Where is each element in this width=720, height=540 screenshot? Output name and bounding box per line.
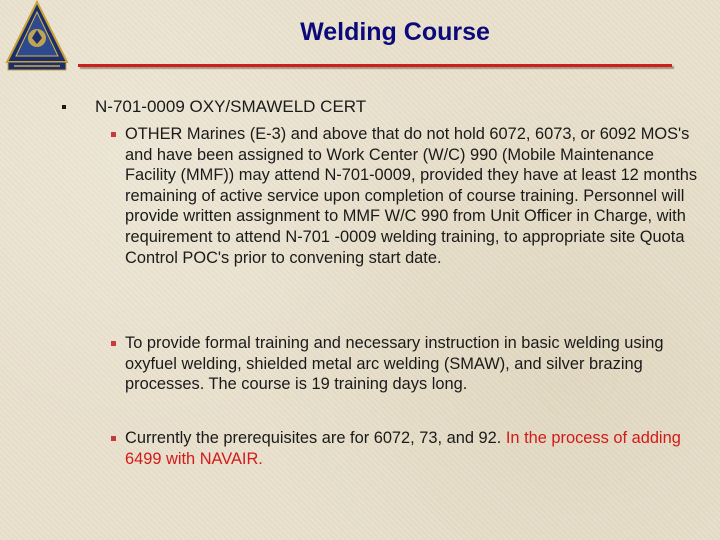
sub-bullet-marker <box>111 341 116 346</box>
sub-bullet-text: To provide formal training and necessary instruction in basic welding using oxyfuel welding, shielded metal arc welding (SMAW), and silver brazing processes. The course is 19 training days long. <box>125 334 664 394</box>
sub-bullet-marker <box>111 132 116 137</box>
highlighted-note: In the process of adding 6499 with NAVAIR. <box>125 429 681 468</box>
sub-bullet-text: OTHER Marines (E-3) and above that do not hold 6072, 6073, or 6092 MOS's and have been assigned to Work Center (W/C) 990 (Mobile Maintenance Facility (MMF)) may attend N-701-0009, provided they have at least 12 months remaining of active service upon completion of course training. Personnel will provide written assignment to MMF W/C 990 from Unit Officer in Charge, with requirement to attend N-701 -0009 welding training, to appropriate site Quota Control POC's prior to convening start date. <box>125 125 698 267</box>
slide-title: Welding Course <box>300 18 490 46</box>
title-underline <box>78 64 672 67</box>
sub-bullet-text: Currently the prerequisites are for 6072, 73, and 92. <box>125 429 506 447</box>
sub-bullet-marker <box>111 436 116 441</box>
level1-bullet-marker <box>62 105 66 109</box>
sub-bullet-text-container <box>125 428 700 469</box>
level1-bullet-text: N-701-0009 OXY/SMAWELD CERT <box>95 97 367 116</box>
